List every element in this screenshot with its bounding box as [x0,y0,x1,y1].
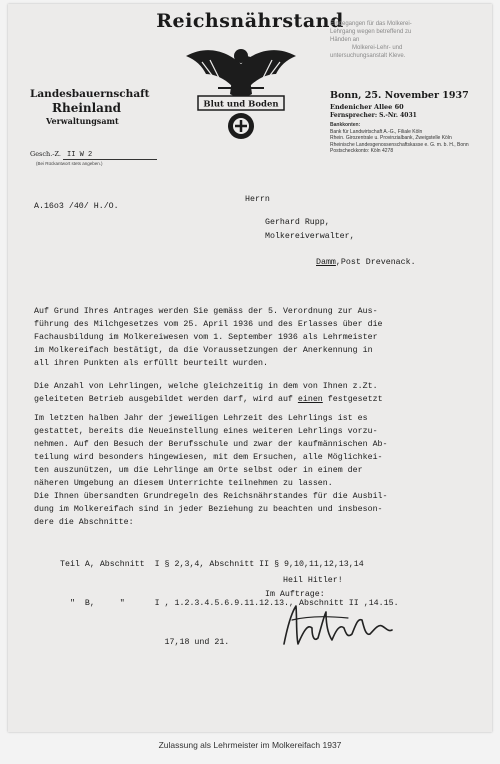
org-name-line3: Verwaltungsamt [46,116,119,126]
gesch-label: Gesch.-Z. [30,150,61,158]
recipient-name: Gerhard Rupp, [265,218,330,227]
reference-number [30,150,157,160]
section-line: " B, " I , 1.2.3.4.5.6.9.11.12.13., Abschnitt II ,14.15. [60,599,399,608]
letterhead-title: Reichsnährstand [156,10,344,32]
text-line: Die Anzahl von Lehrlingen, welche gleichzeitig in dem von Ihnen z.Zt. [34,382,378,391]
recipient-salutation: Herrn [245,195,270,204]
stamp-line: Lehrgang wegen betreffend zu [330,29,412,35]
image-caption: Zulassung als Lehrmeister im Molkereifach 1937 [158,740,342,750]
text-underlined-number: einen [297,395,323,404]
stamp-line: Händen an [330,37,360,43]
text-line: nehmen. Auf den Besuch der Berufsschule und zwar der kaufmännischen Ab- [34,440,388,449]
paragraph-approval [34,305,383,370]
bank-line: Rheinische Landesgenossenschaftskasse e. G. m. b. H., Bonn [330,141,469,148]
phone: Fernsprecher: S.-Nr. 4031 [330,112,417,119]
text-line: dung im Molkereifach sind in jeder Beziehung zu beachten und insbeson- [34,505,383,514]
place-date: Bonn, 25. November 1937 [330,90,469,101]
text-line: ten auszunützen, um die Lehrlinge am Orte selbst oder in einem der [34,466,363,475]
bank-accounts [330,122,469,155]
recipient-place-rest: ,Post Drevenack. [335,258,416,267]
stamp-line: Molkerei-Lehr- und [352,45,403,51]
text-line: gestattet, bereits die Neueinstellung eines weiteren Lehrlings vorzu- [34,427,378,436]
gesch-note: (Bei Rückantwort stets angeben.) [36,161,103,166]
bank-label: Bankkonten: [330,122,361,128]
org-name-line2: Rheinland [52,101,122,115]
stamp-line: untersuchungsanstalt Kleve. [330,53,406,59]
paragraph-apprentice-count [34,380,383,406]
text-line: Die Ihnen übersandten Grundregeln des Reichsnährstandes für die Ausbil- [34,492,388,501]
text-line: Auf Grund Ihres Antrages werden Sie gemäss der 5. Verordnung zur Aus- [34,307,378,316]
text-line: im Molkereifach bestätigt, da die Voraussetzungen der Anerkennung in [34,346,373,355]
text-line: dere die Abschnitte: [34,518,134,527]
recipient-place-underlined: Damm [316,258,336,267]
bank-line: Postscheckkonto: Köln 4278 [330,148,394,154]
closing-im-auftrage: Im Auftrage: [265,590,325,599]
text-segment: geleiteten Betrieb ausgebildet werden darf, wird auf [34,395,298,404]
gesch-value: II W 2 [63,151,157,160]
address: Endenicher Allee 60 [330,103,404,111]
handwritten-signature [278,594,398,656]
emblem-banner-text: Blut und Boden [203,99,279,110]
stamp-line: Eingegangen für das Molkerei- [330,21,412,27]
paragraph-training-rules [34,412,388,529]
recipient-title: Molkereiverwalter, [265,232,355,241]
eagle-emblem-icon [178,34,304,146]
section-line: 17,18 und 21. [60,638,230,647]
org-name-line1: Landesbauernschaft [30,88,150,100]
text-line: teilung wird besonders hingewiesen, mit dem Ersuchen, alle Möglichkei- [34,453,383,462]
letter-reference: A.16o3 /40/ H./O. [34,202,119,211]
text-line: Fachausbildung im Molkereiwesen vom 1. September 1936 als Lehrmeister [34,333,378,342]
received-stamp [330,20,412,60]
text-segment: festgesetzt [322,395,383,404]
text-line: näheren Umgebung an diesem Unterrichte teilnehmen zu lassen. [34,479,333,488]
bank-line: Rhein. Girozentrale u. Provinzialbank, Zweigstelle Köln [330,135,452,141]
closing-greeting: Heil Hitler! [283,576,343,585]
text-line [34,393,383,406]
bank-line: Bank für Landwirtschaft A.-G., Filiale Köln [330,128,423,135]
text-line: all ihren Punkten als erfüllt beurteilt wurden. [34,359,269,368]
text-line: Im letzten halben Jahr der jeweiligen Lehrzeit des Lehrlings ist es [34,414,368,423]
text-line: führung des Milchgesetzes vom 25. April 1936 und des Erlasses über die [34,320,383,329]
recipient-place [316,256,416,269]
section-line: Teil A, Abschnitt I § 2,3,4, Abschnitt II § 9,10,11,12,13,14 [60,560,364,569]
